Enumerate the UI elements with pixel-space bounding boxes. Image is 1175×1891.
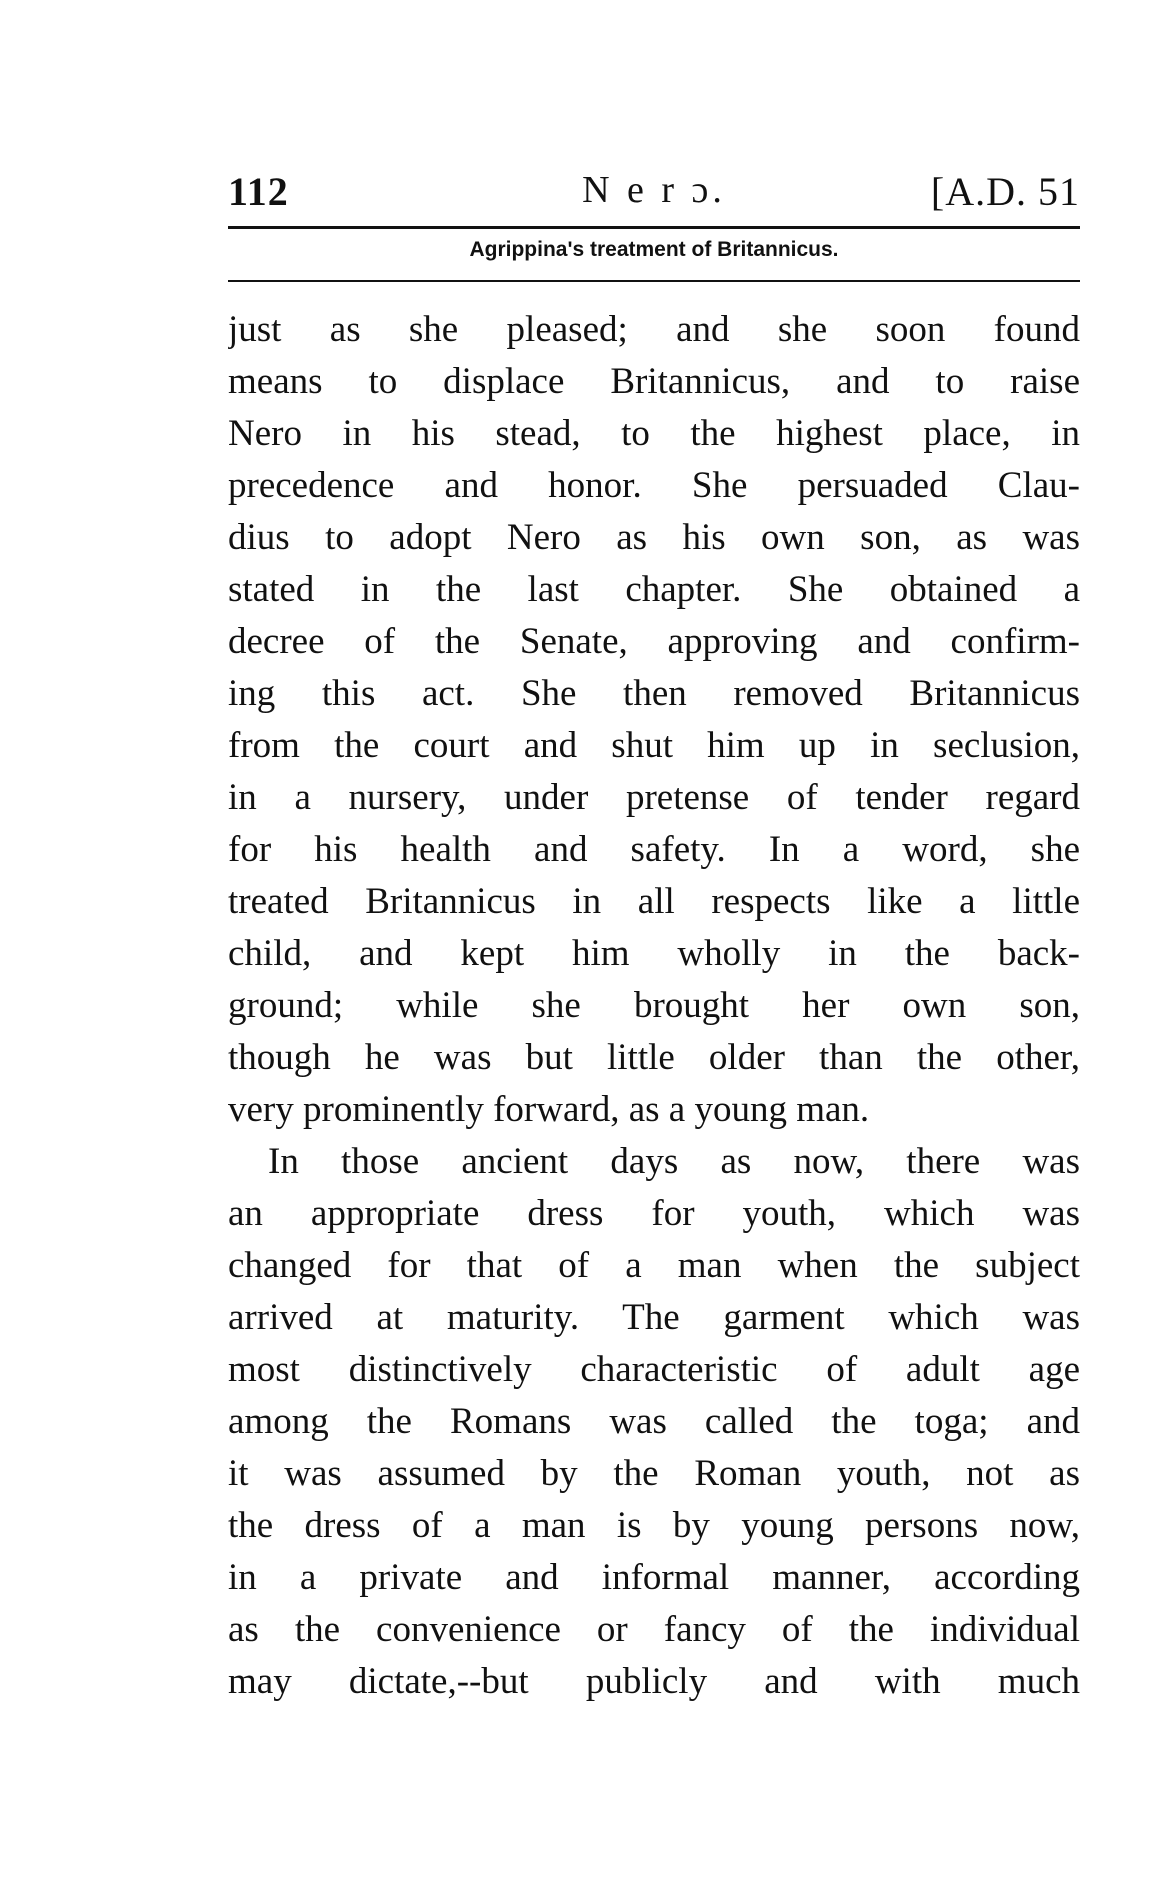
- text-line: in a nursery, under pretense of tender regard: [228, 777, 1080, 818]
- text-line: for his health and safety. In a word, she: [228, 829, 1080, 870]
- text-line: in a private and informal manner, according: [228, 1557, 1080, 1598]
- page-number: 112: [228, 169, 289, 214]
- header-rule-bottom: [228, 280, 1080, 282]
- running-title: N e r ɔ.: [582, 169, 726, 211]
- text-line: very prominently forward, as a young man.: [228, 1089, 870, 1130]
- text-line: ground; while she brought her own son,: [228, 985, 1080, 1026]
- text-line: as the convenience or fancy of the individual: [228, 1609, 1080, 1650]
- text-line: most distinctively characteristic of adult age: [228, 1349, 1080, 1390]
- body-text: [228, 304, 1080, 1708]
- text-line: from the court and shut him up in seclusion,: [228, 725, 1080, 766]
- header-rule-top: [228, 226, 1080, 229]
- running-head: [228, 168, 1080, 220]
- text-line: changed for that of a man when the subject: [228, 1245, 1080, 1286]
- text-line: stated in the last chapter. She obtained a: [228, 569, 1080, 610]
- text-line: an appropriate dress for youth, which was: [228, 1193, 1080, 1234]
- text-line: ing this act. She then removed Britannicus: [228, 673, 1080, 714]
- text-line: among the Romans was called the toga; and: [228, 1401, 1080, 1442]
- text-line: In those ancient days as now, there was: [268, 1141, 1080, 1182]
- text-line: decree of the Senate, approving and confirm-: [228, 621, 1080, 662]
- text-line: Nero in his stead, to the highest place, in: [228, 413, 1080, 454]
- text-line: child, and kept him wholly in the back-: [228, 933, 1080, 974]
- text-line: just as she pleased; and she soon found: [228, 309, 1080, 350]
- side-heading: Agrippina's treatment of Britannicus.: [469, 238, 839, 261]
- text-line: it was assumed by the Roman youth, not as: [228, 1453, 1080, 1494]
- text-line: precedence and honor. She persuaded Clau-: [228, 465, 1080, 506]
- text-line: means to displace Britannicus, and to raise: [228, 361, 1080, 402]
- text-line: dius to adopt Nero as his own son, as was: [228, 517, 1080, 558]
- date-mark: [A.D. 51: [930, 169, 1080, 214]
- text-line: the dress of a man is by young persons now,: [228, 1505, 1080, 1546]
- text-line: arrived at maturity. The garment which was: [228, 1297, 1080, 1338]
- text-line: though he was but little older than the other,: [228, 1037, 1080, 1078]
- text-line: treated Britannicus in all respects like a little: [228, 881, 1080, 922]
- text-line: may dictate,--but publicly and with much: [228, 1661, 1080, 1702]
